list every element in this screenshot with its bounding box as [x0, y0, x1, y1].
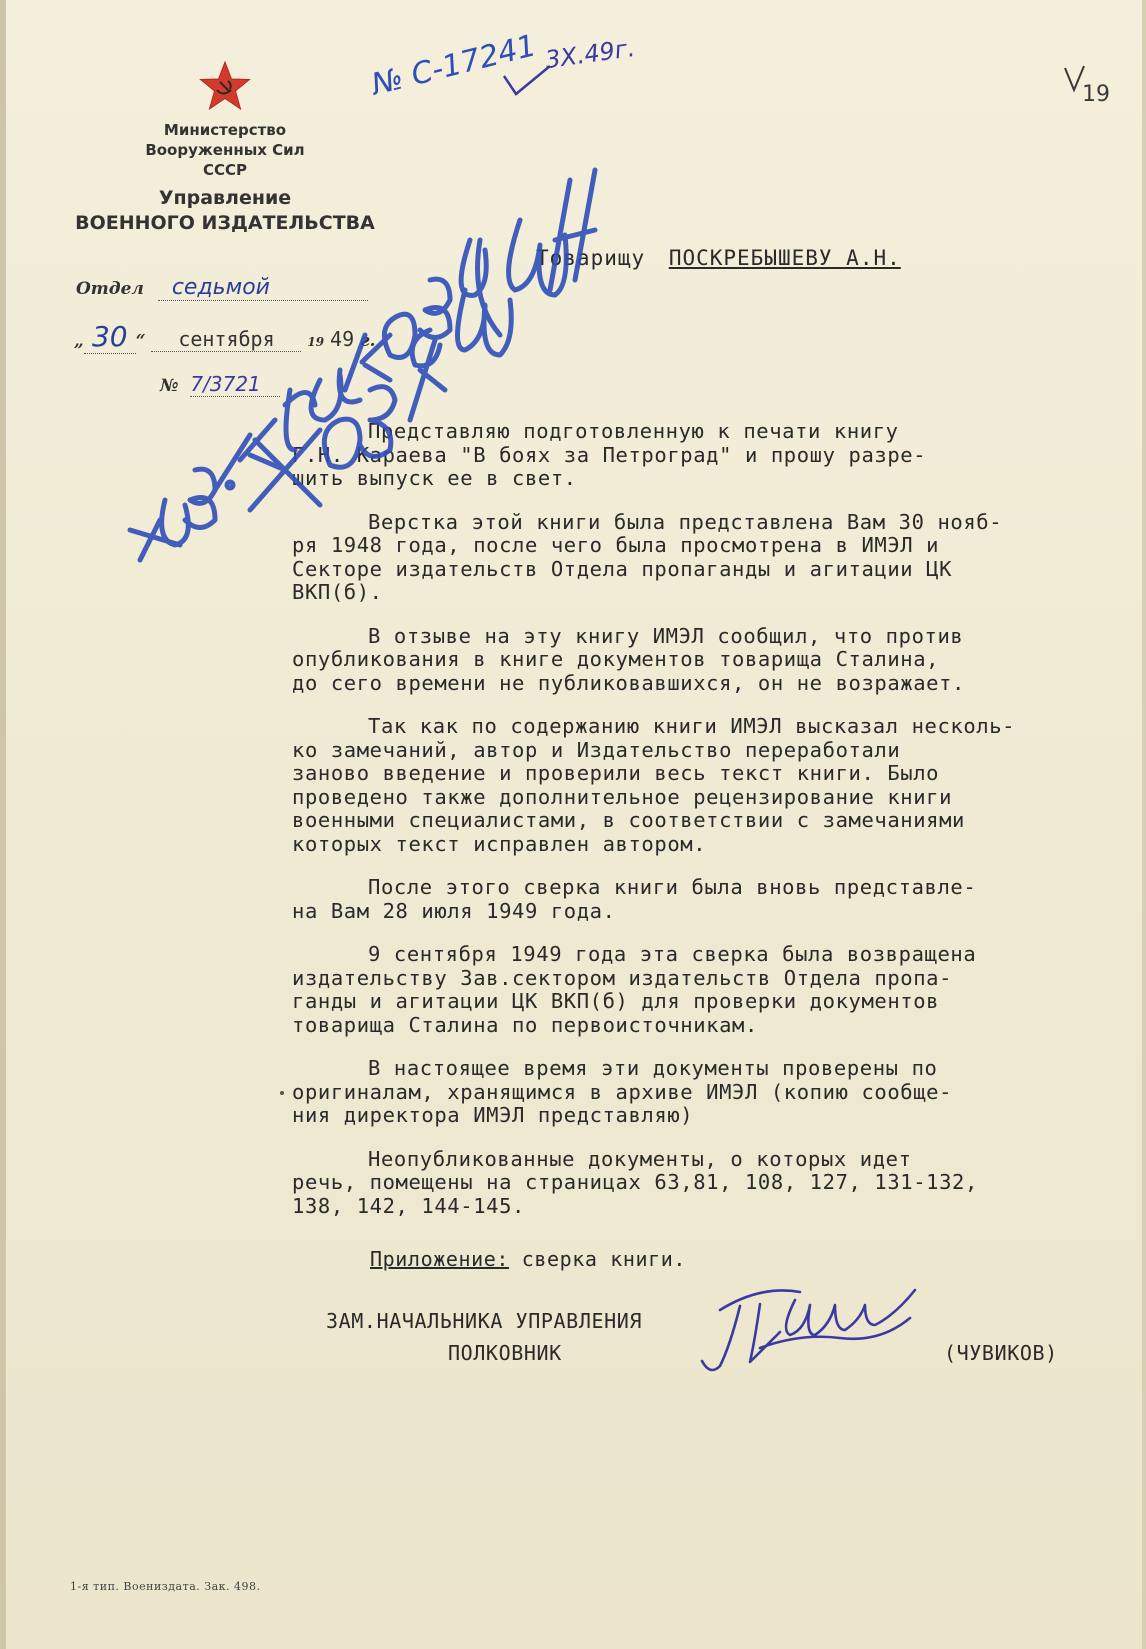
otdel-value: седьмой: [171, 275, 270, 300]
date-field: „ 30 “ сентября 19 49 г.: [74, 320, 376, 353]
soviet-star-icon: [198, 60, 252, 114]
attachment-line: [370, 1247, 686, 1271]
attachment-text: сверка книги.: [521, 1247, 687, 1271]
printer-imprint: 1-я тип. Воениздата. Зак. 498.: [70, 1580, 261, 1593]
paragraph-2: Верстка этой книги была представлена Вам 30 нояб- ря 1948 года, после чего была просмотрена в ИМЭЛ и Секторе издательств Отдела пропаганды и агитации ЦК ВКП(б).: [292, 509, 1003, 604]
date-year: 49: [330, 327, 355, 351]
date-year-prefix: 19: [307, 335, 325, 349]
date-month: сентября: [178, 327, 275, 351]
letterhead: [70, 60, 380, 236]
ministry-name-line-2: Вооруженных Сил: [145, 141, 305, 159]
addressee: [536, 246, 901, 270]
number-value: 7/3721: [190, 372, 261, 396]
paragraph-3: В отзыве на эту книгу ИМЭЛ сообщил, что против опубликования в книге документов товарища Сталина, до сего времени не публиковавшихся, он не возражает.: [292, 623, 965, 695]
registration-date: 3Х.49г.: [543, 33, 637, 75]
number-field: [160, 372, 280, 397]
department-line-2: ВОЕННОГО ИЗДАТЕЛЬСТВА: [75, 212, 375, 234]
otdel-field: [76, 275, 368, 301]
paragraph-5: После этого сверка книги была вновь представле- на Вам 28 июля 1949 года.: [292, 875, 977, 923]
date-day: 30: [91, 320, 128, 353]
registration-number: № С-17241: [368, 28, 540, 103]
paper-edge-right: [1142, 0, 1146, 1649]
letter-body: [292, 420, 1092, 1238]
addressee-name: ПОСКРЕБЫШЕВУ А.Н.: [668, 246, 901, 270]
paragraph-4: Так как по содержанию книги ИМЭЛ высказал несколь- ко замечаний, автор и Издательство переработали заново введение и проверили весь текст книги. Было проведено также дополнительное рецензирование книги военными специалистами, в соответствии с замечаниями которых текст исправлен автором.: [292, 714, 1016, 856]
paper-edge-left: [0, 0, 6, 1649]
ministry-name-line-3: СССР: [202, 161, 248, 179]
addressee-prefix: Товарищу: [536, 246, 646, 270]
signatory-title: ЗАМ.НАЧАЛЬНИКА УПРАВЛЕНИЯ: [326, 1309, 643, 1333]
paragraph-7: В настоящее время эти документы проверены по оригиналам, хранящимся в архиве ИМЭЛ (копию сообще- ния директора ИМЭЛ представляю): [292, 1056, 953, 1127]
department-line-1: Управление: [158, 187, 292, 209]
page-number: 19: [1082, 82, 1110, 107]
otdel-label: Отдел: [76, 279, 144, 299]
ministry-name-line-1: Министерство: [163, 121, 287, 139]
number-label: №: [160, 376, 179, 396]
paragraph-6: 9 сентября 1949 года эта сверка была возвращена издательству Зав.сектором издательств Отдела пропа- ганды и агитации ЦК ВКП(б) для проверки документов товарища Сталина по первоисточникам.: [292, 942, 977, 1037]
signatory-name: (ЧУВИКОВ): [944, 1341, 1058, 1365]
paragraph-8: Неопубликованные документы, о которых идет речь, помещены на страницах 63,81, 108, 127, 131-132, 138, 142, 144-145.: [292, 1146, 978, 1218]
attachment-label: Приложение:: [370, 1247, 510, 1271]
signatory-rank: ПОЛКОВНИК: [448, 1341, 562, 1365]
paragraph-1: Представляю подготовленную к печати книгу Г.Н. Караева "В боях за Петроград" и прошу разре- шить выпуск ее в свет.: [292, 419, 927, 490]
